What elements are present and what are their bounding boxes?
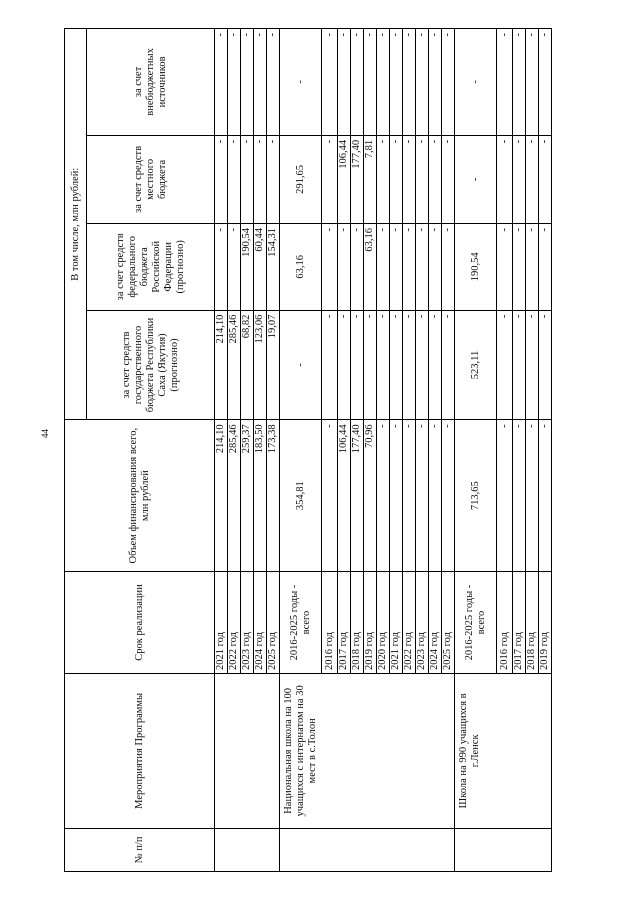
federal-cell: 190,54 [241, 223, 254, 310]
federal-cell: 63,16 [364, 223, 377, 310]
local-cell: - [377, 135, 390, 223]
extra-cell: - [254, 29, 267, 136]
extra-cell: - [539, 29, 552, 136]
extra-cell: - [455, 29, 497, 136]
extra-cell: - [351, 29, 364, 136]
period-cell: 2016 год [322, 571, 338, 673]
total-cell: - [526, 420, 539, 572]
republic-cell: - [403, 310, 416, 420]
event-cell: Школа на 990 учащихся в г.Ленск [455, 674, 552, 829]
local-cell: - [442, 135, 455, 223]
extra-cell: - [429, 29, 442, 136]
total-cell: - [416, 420, 429, 572]
extra-cell: - [241, 29, 254, 136]
republic-cell: 19,07 [267, 310, 280, 420]
period-cell: 2024 год [429, 571, 442, 673]
total-cell: - [429, 420, 442, 572]
header-total: Объем финансирования всего, млн рублей [65, 420, 215, 572]
federal-cell: - [215, 223, 228, 310]
total-cell: - [539, 420, 552, 572]
republic-cell: - [351, 310, 364, 420]
total-cell: 354,81 [280, 420, 322, 572]
period-cell: 2022 год [403, 571, 416, 673]
header-extra: за счет внебюджетных источников [87, 29, 215, 136]
extra-cell: - [390, 29, 403, 136]
header-including: В том числе, млн рублей: [65, 29, 87, 420]
period-cell: 2023 год [241, 571, 254, 673]
republic-cell: - [442, 310, 455, 420]
total-cell: - [377, 420, 390, 572]
period-cell: 2023 год [416, 571, 429, 673]
local-cell: - [526, 135, 539, 223]
extra-cell: - [497, 29, 513, 136]
extra-cell: - [403, 29, 416, 136]
event-cell [215, 674, 280, 829]
local-cell: - [539, 135, 552, 223]
table-row [215, 29, 228, 872]
header-republic: за счет средств государственного бюджета Республики Саха (Якутия) (прогнозно) [87, 310, 215, 420]
federal-cell: - [497, 223, 513, 310]
period-cell: 2016-2025 годы - всего [280, 571, 322, 673]
period-cell: 2017 год [513, 571, 526, 673]
table-row [455, 29, 497, 872]
local-cell: - [322, 135, 338, 223]
federal-cell: 60,44 [254, 223, 267, 310]
period-cell: 2022 год [228, 571, 241, 673]
republic-cell: 523,11 [455, 310, 497, 420]
local-cell: - [390, 135, 403, 223]
local-cell: 7,81 [364, 135, 377, 223]
period-cell: 2018 год [351, 571, 364, 673]
federal-cell: - [390, 223, 403, 310]
header-federal: за счет средств федерального бюджета Российской Федерации (прогнозно) [87, 223, 215, 310]
period-cell: 2016-2025 годы - всего [455, 571, 497, 673]
total-cell: 285,46 [228, 420, 241, 572]
federal-cell: - [228, 223, 241, 310]
total-cell: - [497, 420, 513, 572]
total-cell: - [390, 420, 403, 572]
extra-cell: - [280, 29, 322, 136]
federal-cell: 63,16 [280, 223, 322, 310]
local-cell: - [429, 135, 442, 223]
federal-cell: 190,54 [455, 223, 497, 310]
local-cell: 177,40 [351, 135, 364, 223]
federal-cell: - [526, 223, 539, 310]
local-cell: - [267, 135, 280, 223]
header-num: № п/п [65, 828, 215, 871]
extra-cell: - [442, 29, 455, 136]
num-cell [215, 828, 280, 871]
period-cell: 2021 год [390, 571, 403, 673]
federal-cell: - [351, 223, 364, 310]
period-cell: 2019 год [539, 571, 552, 673]
local-cell: - [455, 135, 497, 223]
period-cell: 2021 год [215, 571, 228, 673]
republic-cell: - [539, 310, 552, 420]
federal-cell: - [338, 223, 351, 310]
republic-cell: - [322, 310, 338, 420]
period-cell: 2024 год [254, 571, 267, 673]
header-local: за счет средств местного бюджета [87, 135, 215, 223]
federal-cell: - [322, 223, 338, 310]
header-event: Мероприятия Программы [65, 674, 215, 829]
federal-cell: - [403, 223, 416, 310]
extra-cell: - [364, 29, 377, 136]
extra-cell: - [215, 29, 228, 136]
period-cell: 2020 год [377, 571, 390, 673]
local-cell: 291,65 [280, 135, 322, 223]
republic-cell: - [497, 310, 513, 420]
table-row [280, 29, 322, 872]
federal-cell: 154,31 [267, 223, 280, 310]
federal-cell: - [429, 223, 442, 310]
republic-cell: 285,46 [228, 310, 241, 420]
federal-cell: - [442, 223, 455, 310]
extra-cell: - [513, 29, 526, 136]
period-cell: 2017 год [338, 571, 351, 673]
federal-cell: - [416, 223, 429, 310]
republic-cell: - [364, 310, 377, 420]
period-cell: 2025 год [442, 571, 455, 673]
num-cell [280, 828, 455, 871]
republic-cell: - [377, 310, 390, 420]
event-cell: Национальная школа на 100 учащихся с интернатом на 30 мест в с.Толон [280, 674, 455, 829]
extra-cell: - [267, 29, 280, 136]
extra-cell: - [526, 29, 539, 136]
total-cell: 177,40 [351, 420, 364, 572]
local-cell: - [416, 135, 429, 223]
local-cell: 106,44 [338, 135, 351, 223]
federal-cell: - [377, 223, 390, 310]
total-cell: - [442, 420, 455, 572]
federal-cell: - [513, 223, 526, 310]
republic-cell: - [526, 310, 539, 420]
republic-cell: - [280, 310, 322, 420]
local-cell: - [228, 135, 241, 223]
header-period: Срок реализации [65, 571, 215, 673]
num-cell [455, 828, 552, 871]
financing-table [64, 28, 552, 872]
total-cell: 183,50 [254, 420, 267, 572]
extra-cell: - [228, 29, 241, 136]
republic-cell: 68,82 [241, 310, 254, 420]
extra-cell: - [338, 29, 351, 136]
period-cell: 2019 год [364, 571, 377, 673]
local-cell: - [513, 135, 526, 223]
extra-cell: - [322, 29, 338, 136]
total-cell: 713,65 [455, 420, 497, 572]
local-cell: - [403, 135, 416, 223]
total-cell: 214,10 [215, 420, 228, 572]
local-cell: - [497, 135, 513, 223]
total-cell: 70,96 [364, 420, 377, 572]
republic-cell: - [338, 310, 351, 420]
total-cell: 173,38 [267, 420, 280, 572]
federal-cell: - [539, 223, 552, 310]
republic-cell: - [390, 310, 403, 420]
total-cell: - [322, 420, 338, 572]
republic-cell: 123,06 [254, 310, 267, 420]
rotated-page [64, 28, 609, 872]
republic-cell: - [416, 310, 429, 420]
page-number: 44 [40, 429, 50, 438]
period-cell: 2025 год [267, 571, 280, 673]
local-cell: - [241, 135, 254, 223]
republic-cell: - [513, 310, 526, 420]
republic-cell: - [429, 310, 442, 420]
total-cell: - [403, 420, 416, 572]
local-cell: - [215, 135, 228, 223]
total-cell: - [513, 420, 526, 572]
period-cell: 2016 год [497, 571, 513, 673]
republic-cell: 214,10 [215, 310, 228, 420]
extra-cell: - [377, 29, 390, 136]
local-cell: - [254, 135, 267, 223]
period-cell: 2018 год [526, 571, 539, 673]
total-cell: 259,37 [241, 420, 254, 572]
total-cell: 106,44 [338, 420, 351, 572]
extra-cell: - [416, 29, 429, 136]
